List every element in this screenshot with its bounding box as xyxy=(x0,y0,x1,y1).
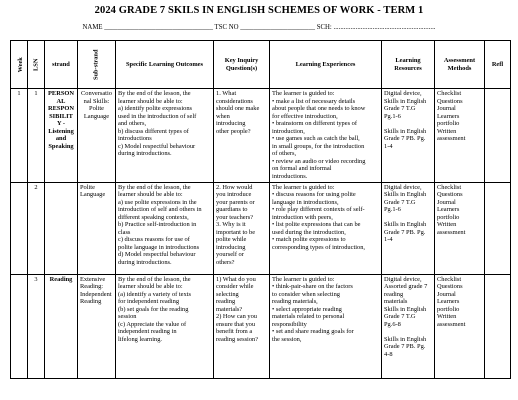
substrand-cell-line: Polite xyxy=(89,105,104,113)
outcomes-cell-line: a) identify polite expressions xyxy=(118,105,193,113)
experiences-cell-line: • brainstorm on different types of xyxy=(272,120,358,128)
resources-cell-line: 1-4 xyxy=(384,142,393,150)
assessment-cell-line: Checklist xyxy=(437,90,462,97)
resources-cell-line: Grade 7 T.G xyxy=(384,313,416,321)
inquiry-cell xyxy=(214,182,270,274)
outcomes-cell-line: class xyxy=(118,228,131,236)
outcomes-cell-line: polite language in introductions xyxy=(118,243,200,251)
inquiry-cell-line: other people? xyxy=(216,127,251,135)
experiences-cell-line: • review an audio or video recording xyxy=(272,157,366,165)
resources-cell-line: Skills in English xyxy=(384,127,427,135)
week-cell xyxy=(11,182,28,274)
header-outcomes: Specific Learning Outcomes xyxy=(116,41,214,89)
assessment-cell-line: Learners xyxy=(437,298,460,306)
outcomes-cell-line: independent reading in xyxy=(118,328,177,336)
experiences-cell-line: the session, xyxy=(272,335,302,343)
resources-cell-line: 1-4 xyxy=(384,236,393,244)
inquiry-cell-line: 2) How can you xyxy=(216,313,257,321)
inquiry-cell-line: important to be xyxy=(216,228,256,236)
experiences-cell-line: • think-pair-share on the factors xyxy=(272,283,353,291)
outcomes-cell-line: learner should be able to: xyxy=(118,283,183,291)
resources-cell-line: Pg.6-8 xyxy=(384,320,401,328)
experiences-cell-line: • make a list of necessary details xyxy=(272,97,356,105)
strand-cell-line: Reading xyxy=(49,275,73,283)
inquiry-cell-line: you introduce xyxy=(216,191,252,199)
inquiry-cell xyxy=(214,274,270,378)
outcomes-cell xyxy=(116,182,214,274)
outcomes-cell-line: used in the introduction of self xyxy=(118,112,197,120)
assessment-cell-line: Written xyxy=(437,221,457,229)
resources-cell xyxy=(382,274,435,378)
outcomes-cell-line: c) discuss reasons for use of xyxy=(118,236,190,244)
header-week: Week xyxy=(11,41,28,89)
assessment-cell-line: portfolio xyxy=(437,305,460,313)
inquiry-cell-line: introducing xyxy=(216,120,246,128)
substrand-cell-line: Reading: xyxy=(80,283,104,291)
assessment-cell-line: portfolio xyxy=(437,120,460,128)
experiences-cell-line: • match polite expressions to xyxy=(272,236,346,244)
resources-cell-line: Skills in English xyxy=(384,191,427,199)
outcomes-cell-line: introduction of self and others in xyxy=(118,206,202,214)
outcomes-cell-line: b) Practice self-introduction in xyxy=(118,221,197,229)
inquiry-cell-line: should one make xyxy=(216,105,260,113)
reflection-cell xyxy=(485,182,511,274)
resources-cell-line: Grade 7 T.G xyxy=(384,198,416,206)
resources-cell-line: Digital device, xyxy=(384,275,422,283)
experiences-cell xyxy=(270,182,382,274)
substrand-cell xyxy=(78,274,116,378)
inquiry-cell-line: your teachers? xyxy=(216,213,254,221)
resources-cell-line: materials xyxy=(384,298,408,306)
inquiry-cell-line: others? xyxy=(216,259,235,267)
table-row xyxy=(11,274,511,378)
resources-cell xyxy=(382,182,435,274)
experiences-cell-line: in small groups, for the introduction xyxy=(272,142,365,150)
assessment-cell-line: assessment xyxy=(437,228,466,236)
inquiry-cell-line: benefit from a xyxy=(216,328,253,336)
inquiry-cell-line: 2. How would xyxy=(216,183,253,191)
resources-cell-line: Grade 7 T.G xyxy=(384,105,416,113)
outcomes-cell-line: c) Model respectful behaviour xyxy=(118,142,196,150)
assessment-cell xyxy=(435,182,485,274)
experiences-cell-line: The learner is guided to: xyxy=(272,183,335,191)
experiences-cell-line: materials related to personal xyxy=(272,313,345,321)
header-substrand: Sub-strand xyxy=(78,41,116,89)
experiences-cell-line: introduction with peers, xyxy=(272,213,333,221)
inquiry-cell-line: consider while xyxy=(216,283,254,291)
experiences-cell-line: • list polite expressions that can be xyxy=(272,221,361,229)
resources-cell-line xyxy=(384,120,432,128)
scheme-of-work-table xyxy=(10,40,511,379)
experiences-cell-line: The learner is guided to: xyxy=(272,275,335,283)
strand-cell-line: and xyxy=(55,135,67,143)
assessment-cell-line: Questions xyxy=(437,191,463,199)
header-experiences: Learning Experiences xyxy=(270,41,382,89)
table-header-row xyxy=(11,41,511,89)
table-row xyxy=(11,182,511,274)
strand-cell-line: Listening xyxy=(48,127,74,135)
inquiry-cell-line: 1) What do you xyxy=(216,275,256,283)
tsc-blank: ______________________ xyxy=(240,24,315,31)
substrand-cell-line: Polite xyxy=(80,183,95,191)
experiences-cell-line: of others, xyxy=(272,150,297,158)
assessment-cell-line: assessment xyxy=(437,135,466,143)
experiences-cell-line: corresponding types of introduction, xyxy=(272,243,366,251)
header-assessment: Assessment Methods xyxy=(435,41,485,89)
assessment-cell xyxy=(435,89,485,183)
assessment-cell-line: Questions xyxy=(437,283,463,291)
tsc-label: TSC NO xyxy=(214,24,239,31)
experiences-cell xyxy=(270,274,382,378)
outcomes-cell-line: and others, xyxy=(118,120,147,128)
assessment-cell-line: Questions xyxy=(437,97,463,105)
inquiry-cell-line: reading session? xyxy=(216,335,259,343)
experiences-cell-line: language in introductions, xyxy=(272,198,339,206)
header-lsn: LSN xyxy=(28,41,45,89)
assessment-cell-line: Learners xyxy=(437,206,460,214)
substrand-cell-line: Reading xyxy=(80,298,102,306)
inquiry-cell-line: 3. Why is it xyxy=(216,221,246,229)
assessment-cell-line: Journal xyxy=(437,105,456,113)
outcomes-cell-line: b) discuss different types of xyxy=(118,127,189,135)
sch-label: SCH: xyxy=(316,24,332,31)
strand-cell-line: SIBILIT xyxy=(49,112,73,120)
assessment-cell-line: Checklist xyxy=(437,183,462,191)
name-blank: ________________________________ xyxy=(104,24,213,31)
resources-cell-line xyxy=(384,328,432,336)
header-inquiry: Key Inquiry Question(s) xyxy=(214,41,270,89)
experiences-cell-line: about people that one needs to know xyxy=(272,105,366,113)
lesson-cell: 3 xyxy=(28,274,45,378)
resources-cell-line: Skills in English xyxy=(384,305,427,313)
inquiry-cell-line: selecting xyxy=(216,290,239,298)
strand-cell xyxy=(45,182,78,274)
inquiry-cell-line: reading xyxy=(216,298,236,306)
outcomes-cell-line: (a) identify a variety of texts xyxy=(118,290,191,298)
reflection-cell xyxy=(485,89,511,183)
strand-cell-line: Y - xyxy=(56,120,66,128)
outcomes-cell-line: (b) set goals for the reading xyxy=(118,305,189,313)
strand-cell-line: RESPON xyxy=(48,105,74,113)
inquiry-cell-line: guardians to xyxy=(216,206,248,214)
header-strand: strand xyxy=(45,41,78,89)
inquiry-cell-line: 1. What xyxy=(216,90,237,97)
week-cell xyxy=(11,274,28,378)
lesson-cell: 1 xyxy=(28,89,45,183)
reflection-cell xyxy=(485,274,511,378)
strand-cell-line: AL xyxy=(56,97,66,105)
outcomes-cell-line: lifelong learning. xyxy=(118,335,163,343)
outcomes-cell-line: By the end of the lesson, the xyxy=(118,183,191,191)
lesson-cell: 2 xyxy=(28,182,45,274)
experiences-cell-line: • use games such as catch the ball, xyxy=(272,135,360,143)
experiences-cell xyxy=(270,89,382,183)
outcomes-cell-line: By the end of the lesson, the xyxy=(118,275,191,283)
inquiry-cell-line: polite while xyxy=(216,236,247,244)
inquiry-cell-line: considerations xyxy=(216,97,253,105)
assessment-cell-line: Learners xyxy=(437,112,460,120)
name-label: NAME xyxy=(82,24,103,31)
resources-cell-line xyxy=(384,214,432,222)
assessment-cell-line: Checklist xyxy=(437,275,462,283)
inquiry-cell-line: introducing xyxy=(216,243,246,251)
resources-cell-line: Digital device, xyxy=(384,183,422,191)
inquiry-cell-line: materials? xyxy=(216,305,243,313)
outcomes-cell-line: during introductions. xyxy=(118,259,172,267)
resources-cell-line: 4-8 xyxy=(384,351,393,359)
experiences-cell-line: for effective introduction, xyxy=(272,112,338,120)
substrand-cell-line: Extensive xyxy=(80,275,106,283)
experiences-cell-line: introduction, xyxy=(272,127,305,135)
sch-blank: ............................................................ xyxy=(333,24,436,31)
experiences-cell-line: • role play different contexts of self- xyxy=(272,206,365,214)
outcomes-cell-line: learner should be able to: xyxy=(118,97,183,105)
resources-cell-line: Grade 7 PB. Pg. xyxy=(384,343,426,351)
outcomes-cell-line: By the end of the lesson, the xyxy=(118,90,191,97)
resources-cell-line: Grade 7 PB. Pg. xyxy=(384,135,426,143)
resources-cell xyxy=(382,89,435,183)
resources-cell-line: Skills in English xyxy=(384,221,427,229)
strand-cell xyxy=(45,274,78,378)
resources-cell-line: Skills in English xyxy=(384,97,427,105)
header-fields xyxy=(0,24,518,31)
strand-cell-line: PERSON xyxy=(48,90,74,97)
assessment-cell xyxy=(435,274,485,378)
resources-cell-line: Digital device, xyxy=(384,90,422,97)
resources-cell-line: reading xyxy=(384,290,404,298)
experiences-cell-line: used during the introduction, xyxy=(272,228,346,236)
outcomes-cell-line: (c) Appreciate the value of xyxy=(118,320,187,328)
substrand-cell xyxy=(78,182,116,274)
substrand-cell xyxy=(78,89,116,183)
substrand-cell-line: Conversatio xyxy=(81,90,112,97)
resources-cell-line: Pg.1-6 xyxy=(384,206,401,214)
resources-cell-line: Pg.1-6 xyxy=(384,112,401,120)
experiences-cell-line: • discuss reasons for using polite xyxy=(272,191,356,199)
inquiry-cell-line: your parents or xyxy=(216,198,255,206)
document-title: 2024 GRADE 7 SKILS IN ENGLISH SCHEMES OF WORK - TERM 1 xyxy=(94,5,424,16)
table-row xyxy=(11,89,511,183)
strand-cell xyxy=(45,89,78,183)
resources-cell-line: Grade 7 PB. Pg. xyxy=(384,228,426,236)
outcomes-cell-line: introductions xyxy=(118,135,152,143)
week-cell: 1 xyxy=(11,89,28,183)
experiences-cell-line: to consider when selecting xyxy=(272,290,340,298)
experiences-cell-line: on formal and informal xyxy=(272,165,332,173)
assessment-cell-line: Journal xyxy=(437,290,456,298)
experiences-cell-line: • set and share reading goals for xyxy=(272,328,354,336)
assessment-cell-line: portfolio xyxy=(437,213,460,221)
resources-cell-line: Assorted grade 7 xyxy=(384,283,428,291)
outcomes-cell-line: learner should be able to: xyxy=(118,191,183,199)
inquiry-cell-line: ensure that you xyxy=(216,320,256,328)
assessment-cell-line: Written xyxy=(437,127,457,135)
substrand-cell-line: Language xyxy=(80,191,106,199)
header-resources: Learning Resources xyxy=(382,41,435,89)
assessment-cell-line: Journal xyxy=(437,198,456,206)
substrand-cell-line: Language xyxy=(83,112,110,120)
substrand-cell-line: Independent xyxy=(80,290,112,298)
outcomes-cell-line: different speaking contexts, xyxy=(118,213,189,221)
header-reflection: Refl xyxy=(485,41,511,89)
outcomes-cell xyxy=(116,274,214,378)
outcomes-cell-line: session xyxy=(118,313,137,321)
experiences-cell-line: The learner is guided to: xyxy=(272,90,335,97)
inquiry-cell-line: when xyxy=(216,112,230,120)
experiences-cell-line: introductions. xyxy=(272,173,308,181)
outcomes-cell-line: a) use polite expressions in the xyxy=(118,198,197,206)
experiences-cell-line: reading materials, xyxy=(272,298,318,306)
inquiry-cell-line: yourself or xyxy=(216,251,244,259)
substrand-cell-line: nal Skills: xyxy=(83,97,110,105)
outcomes-cell-line: during introductions. xyxy=(118,150,172,158)
resources-cell-line: Skills in English xyxy=(384,335,427,343)
experiences-cell-line: responsibility xyxy=(272,320,307,328)
inquiry-cell xyxy=(214,89,270,183)
outcomes-cell-line: d) Model respectful behaviour xyxy=(118,251,196,259)
assessment-cell-line: Written xyxy=(437,313,457,321)
outcomes-cell xyxy=(116,89,214,183)
experiences-cell-line: • select appropriate reading xyxy=(272,305,342,313)
strand-cell-line: Speaking xyxy=(48,142,74,150)
assessment-cell-line: assessment xyxy=(437,320,466,328)
outcomes-cell-line: for independent reading xyxy=(118,298,180,306)
